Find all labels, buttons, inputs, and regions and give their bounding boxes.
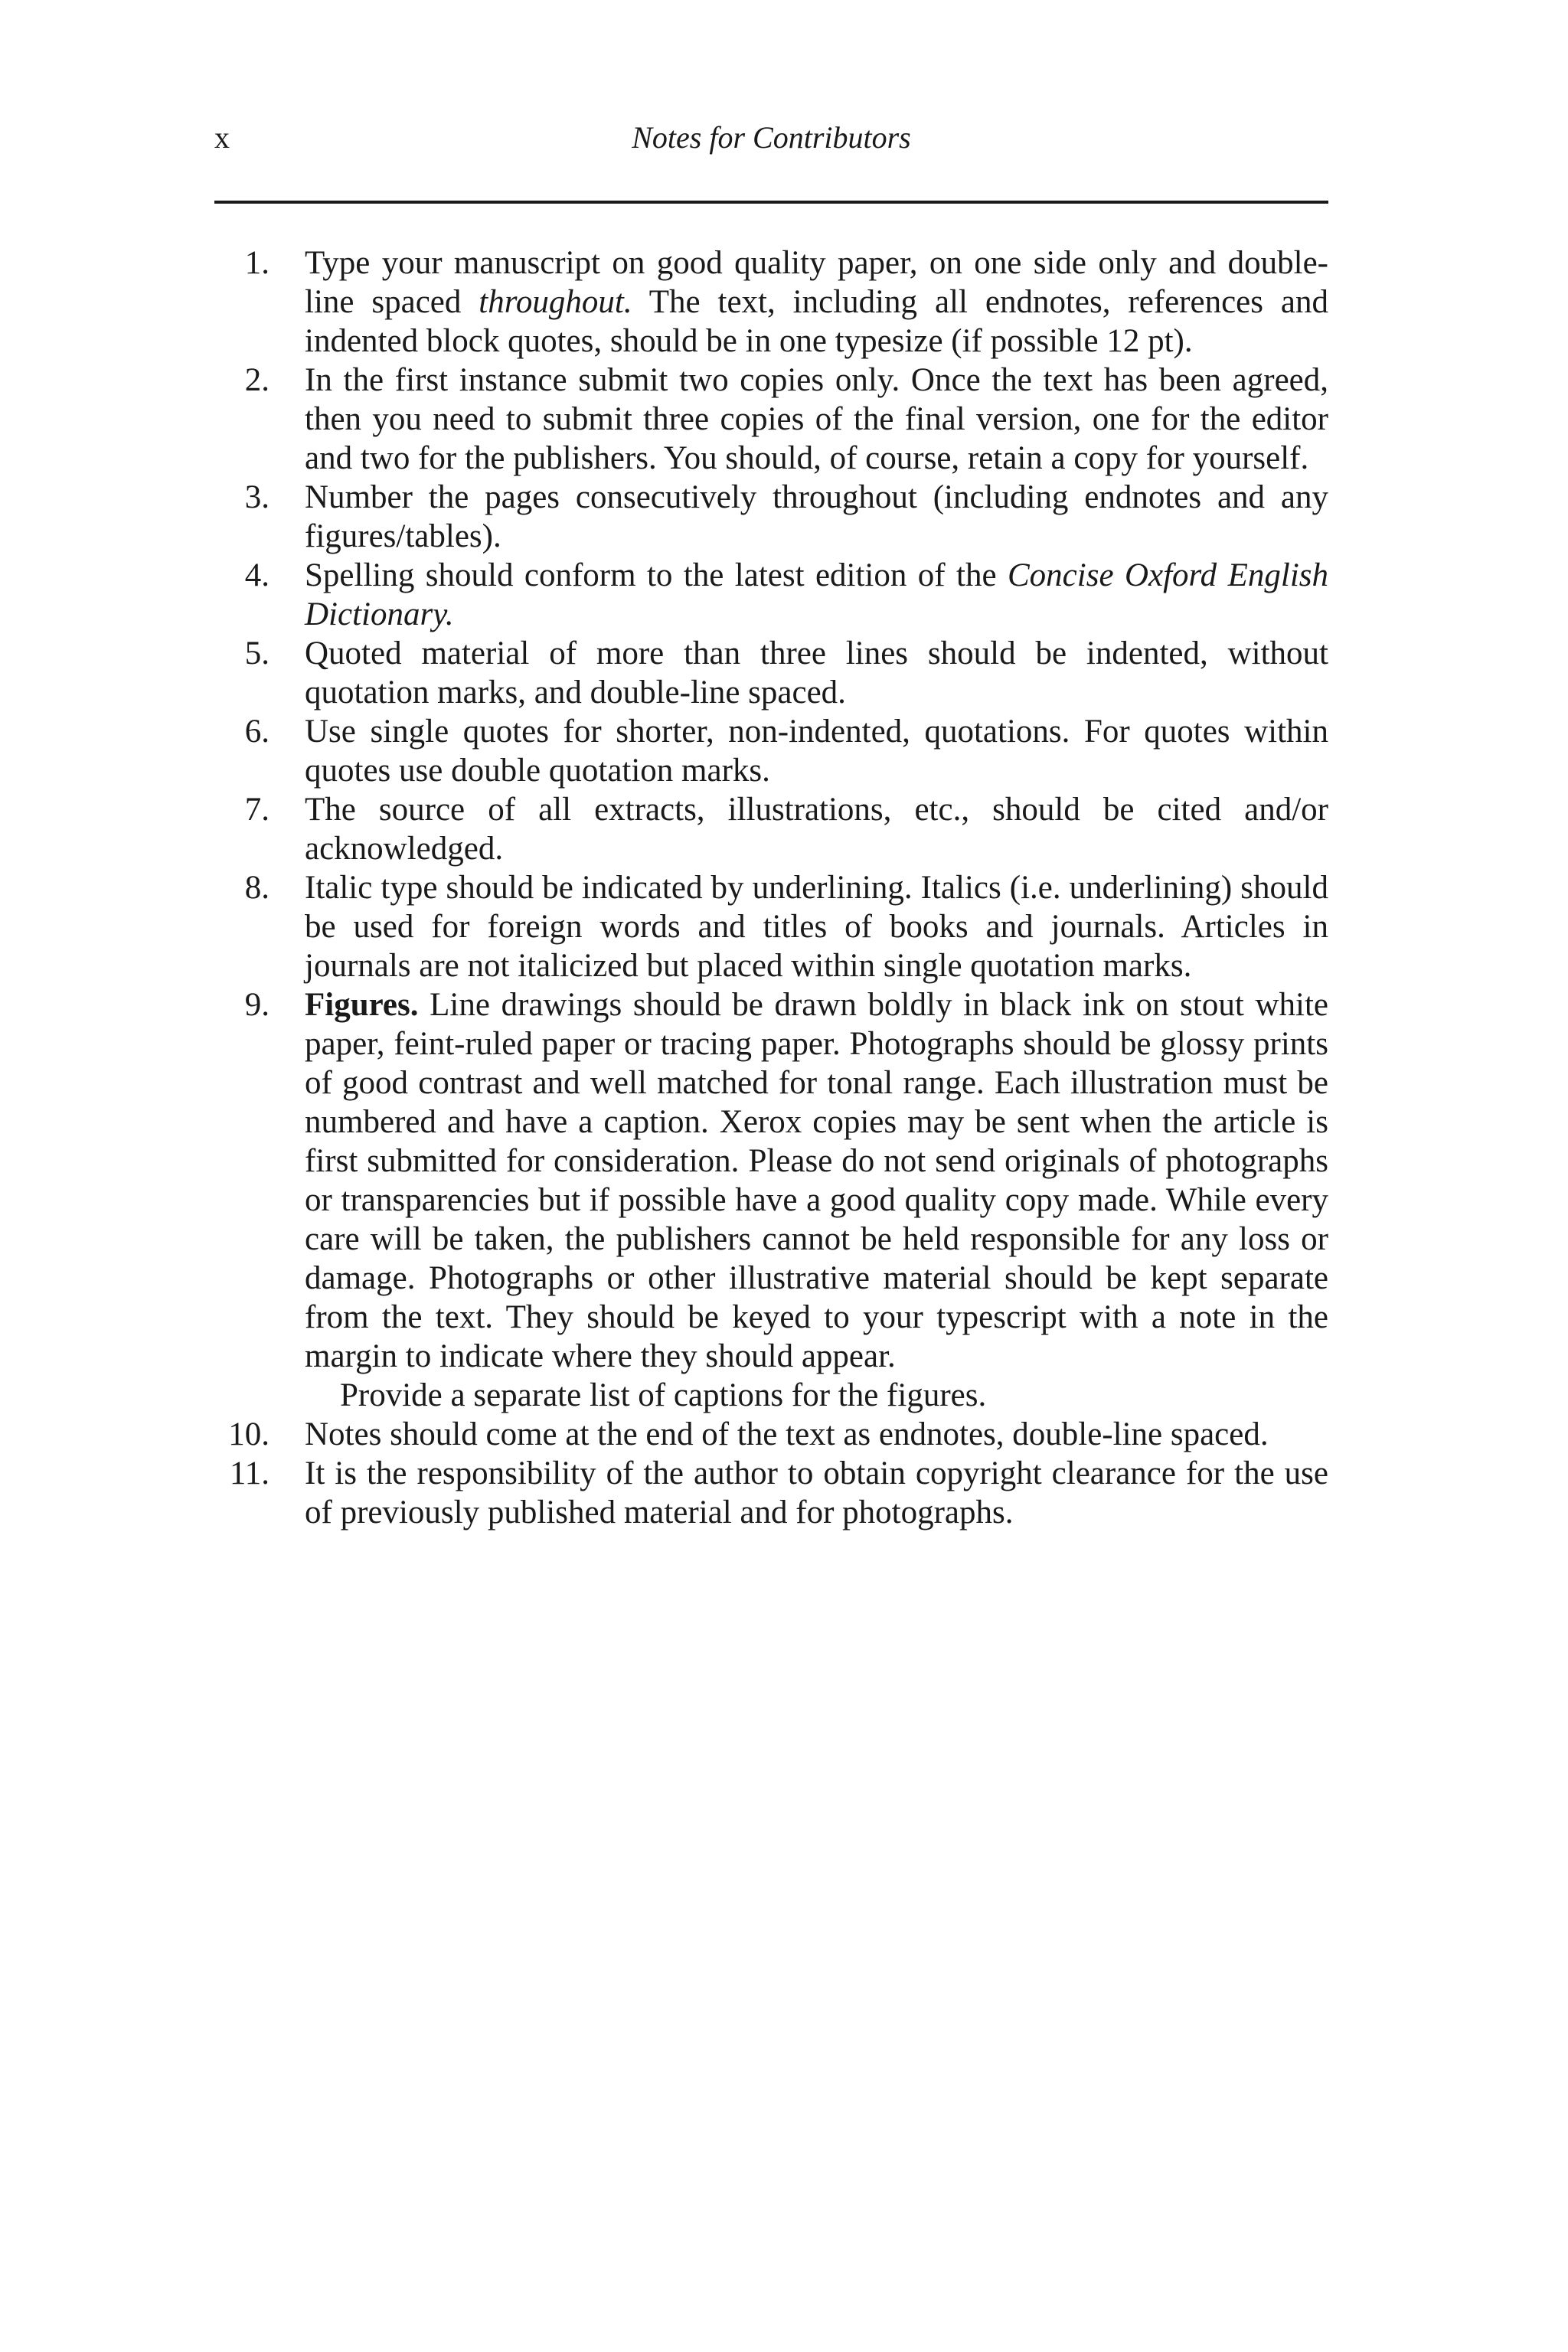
header-rule xyxy=(214,201,1328,204)
running-title: Notes for Contributors xyxy=(632,120,911,155)
note-number: 10. xyxy=(228,1416,270,1452)
note-text: Number the pages consecutively throughout (including endnotes and any figures/tables). xyxy=(305,479,1328,554)
note-number: 3. xyxy=(244,479,270,515)
figures-heading: Figures. xyxy=(305,987,419,1023)
note-item xyxy=(214,361,1328,478)
note-item xyxy=(214,868,1328,985)
emphasis: throughout. xyxy=(479,284,632,320)
dictionary-title: Concise Oxford English Dictionary. xyxy=(305,557,1328,632)
note-number: 9. xyxy=(244,987,270,1023)
note-text: Notes should come at the end of the text as endnotes, double-line spaced. xyxy=(305,1416,1269,1452)
note-number: 4. xyxy=(244,557,270,593)
note-item xyxy=(214,1415,1328,1454)
note-text: Spelling should conform to the latest edition of the Concise Oxford English Dictionary. xyxy=(305,557,1328,632)
note-text: It is the responsibility of the author to obtain copyright clearance for the use of previously published material and for photographs. xyxy=(305,1455,1328,1530)
note-number: 8. xyxy=(244,870,270,906)
note-number: 6. xyxy=(244,714,270,750)
note-item xyxy=(214,634,1328,712)
note-number: 11. xyxy=(229,1455,270,1491)
note-text: Quoted material of more than three lines should be indented, without quotation marks, and double-line spaced. xyxy=(305,635,1328,710)
note-text: In the first instance submit two copies only. Once the text has been agreed, then you need to submit three copies of the final version, one for the editor and two for the publishers. You should, of course, retain a copy for yourself. xyxy=(305,362,1328,476)
note-item xyxy=(214,556,1328,634)
note-text: Use single quotes for shorter, non-indented, quotations. For quotes within quotes use double quotation marks. xyxy=(305,714,1328,789)
note-text: Figures. Line drawings should be drawn boldly in black ink on stout white paper, feint-ruled paper or tracing paper. Photographs should be glossy prints of good contrast and well matched for tonal range. Each illustration must be numbered and have a caption. Xerox copies may be sent when the article is first submitted for consideration. Please do not send originals of photographs or transparencies but if possible have a good quality copy made. While every care will be taken, the publishers cannot be held responsible for any loss or damage. Photographs or other illustrative material should be kept separate from the text. They should be keyed to your typescript with a note in the margin to indicate where they should appear. xyxy=(305,987,1328,1374)
note-item xyxy=(214,985,1328,1415)
note-text: Italic type should be indicated by underlining. Italics (i.e. underlining) should be used for foreign words and titles of books and journals. Articles in journals are not italicized but placed within single quotation marks. xyxy=(305,870,1328,984)
note-number: 1. xyxy=(244,245,270,281)
note-number: 2. xyxy=(244,362,270,398)
note-number: 7. xyxy=(244,792,270,828)
notes-list xyxy=(214,243,1328,1532)
note-number: 5. xyxy=(244,635,270,671)
note-text-continued: Provide a separate list of captions for the figures. xyxy=(340,1377,987,1413)
note-text: Type your manuscript on good quality paper, on one side only and double-line spaced throughout. The text, including all endnotes, references and indented block quotes, should be in one typesize (if possible 12 pt). xyxy=(305,245,1328,359)
note-item xyxy=(214,243,1328,361)
page-number: x xyxy=(214,120,230,155)
note-item xyxy=(214,712,1328,790)
note-item xyxy=(214,790,1328,868)
page-header xyxy=(214,115,1328,161)
note-text: The source of all extracts, illustrations, etc., should be cited and/or acknowledged. xyxy=(305,792,1328,867)
note-item xyxy=(214,478,1328,556)
note-item xyxy=(214,1454,1328,1532)
